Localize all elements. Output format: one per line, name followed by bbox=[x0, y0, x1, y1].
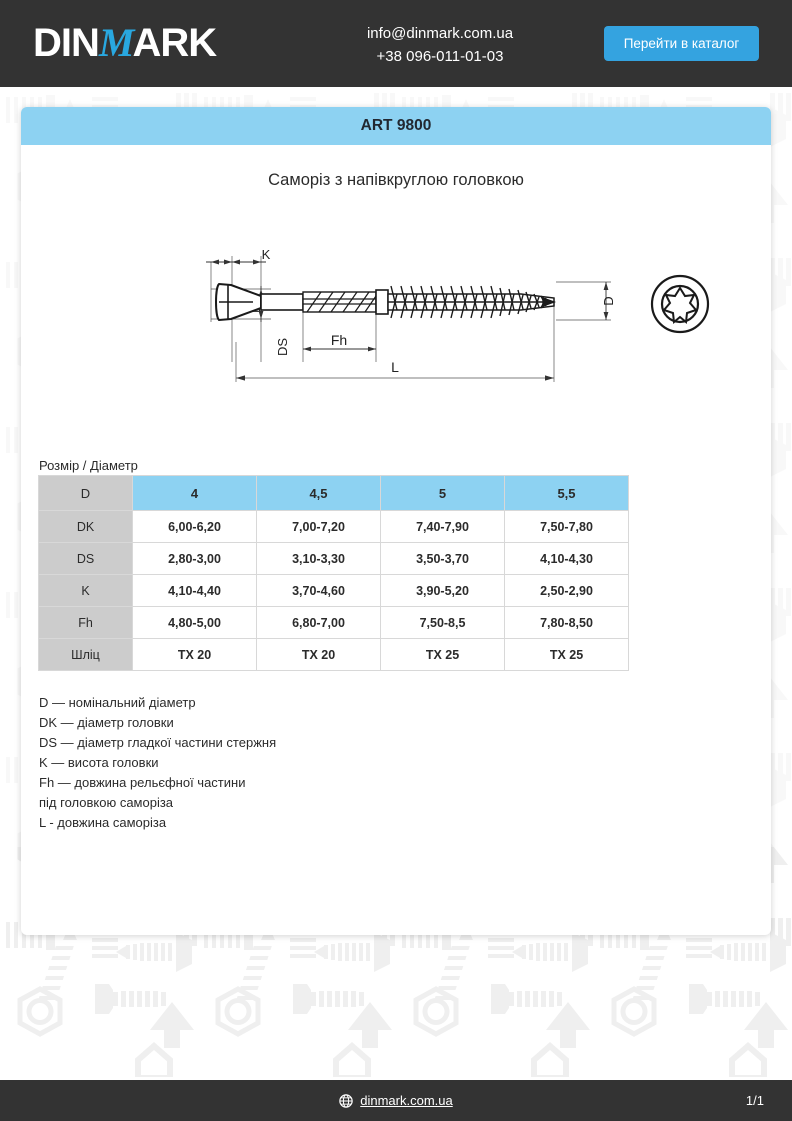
dim-label-fh: Fh bbox=[330, 332, 348, 348]
cell-fh-55: 7,80-8,50 bbox=[505, 607, 629, 639]
row-label-k: K bbox=[39, 575, 133, 607]
legend-line-l: L - довжина саморіза bbox=[39, 815, 167, 830]
row-label-fh: Fh bbox=[39, 607, 133, 639]
col-header-45: 4,5 bbox=[257, 476, 381, 511]
site-footer bbox=[0, 1080, 792, 1121]
logo-text-accent: M bbox=[98, 20, 133, 65]
cell-k-55: 2,50-2,90 bbox=[505, 575, 629, 607]
torx-star-icon bbox=[652, 276, 708, 332]
cell-ds-55: 4,10-4,30 bbox=[505, 543, 629, 575]
dim-label-ds: DS bbox=[275, 337, 290, 357]
technical-drawing bbox=[21, 242, 771, 402]
article-header bbox=[21, 107, 771, 145]
cell-shlits-45: TX 20 bbox=[257, 639, 381, 671]
globe-icon bbox=[339, 1094, 353, 1108]
cell-dk-5: 7,40-7,90 bbox=[381, 511, 505, 543]
col-header-55: 5,5 bbox=[505, 476, 629, 511]
dim-label-k: K bbox=[261, 247, 271, 262]
cell-shlits-5: TX 25 bbox=[381, 639, 505, 671]
cell-dk-45: 7,00-7,20 bbox=[257, 511, 381, 543]
legend-block bbox=[39, 693, 276, 833]
cell-ds-4: 2,80-3,00 bbox=[133, 543, 257, 575]
legend-line-fh-cont: під головкою саморіза bbox=[39, 795, 174, 810]
cell-dk-55: 7,50-7,80 bbox=[505, 511, 629, 543]
dim-label-l: L bbox=[391, 359, 399, 375]
cell-dk-4: 6,00-6,20 bbox=[133, 511, 257, 543]
cell-fh-45: 6,80-7,00 bbox=[257, 607, 381, 639]
footer-site-link-group[interactable] bbox=[0, 1080, 792, 1121]
col-header-d: D bbox=[39, 476, 133, 511]
logo-text-suffix: ARK bbox=[132, 21, 217, 65]
brand-logo[interactable] bbox=[33, 22, 216, 64]
cell-k-5: 3,90-5,20 bbox=[381, 575, 505, 607]
table-caption: Розмір / Діаметр bbox=[39, 458, 138, 473]
cell-fh-5: 7,50-8,5 bbox=[381, 607, 505, 639]
dim-label-d: D bbox=[601, 296, 616, 306]
logo-text-prefix: DIN bbox=[33, 21, 99, 65]
legend-line-k: K — висота головки bbox=[39, 755, 159, 770]
table-row bbox=[39, 543, 629, 575]
cell-ds-5: 3,50-3,70 bbox=[381, 543, 505, 575]
cell-fh-4: 4,80-5,00 bbox=[133, 607, 257, 639]
cell-k-4: 4,10-4,40 bbox=[133, 575, 257, 607]
contact-phone[interactable]: +38 096-011-01-03 bbox=[376, 48, 504, 65]
legend-line-ds: DS — діаметр гладкої частини стержня bbox=[39, 735, 277, 750]
site-header bbox=[0, 0, 792, 87]
page-indicator: 1/1 bbox=[745, 1093, 764, 1108]
legend-line-d: D — номінальний діаметр bbox=[39, 695, 196, 710]
legend-line-dk: DK — діаметр головки bbox=[39, 715, 174, 730]
article-number: ART 9800 bbox=[360, 117, 432, 134]
contact-email[interactable]: info@dinmark.com.ua bbox=[366, 25, 514, 42]
col-header-4: 4 bbox=[133, 476, 257, 511]
header-contacts bbox=[340, 22, 540, 68]
row-label-ds: DS bbox=[39, 543, 133, 575]
cell-ds-45: 3,10-3,30 bbox=[257, 543, 381, 575]
table-row bbox=[39, 607, 629, 639]
specification-table bbox=[38, 475, 629, 671]
footer-site-link[interactable]: dinmark.com.ua bbox=[360, 1093, 453, 1108]
col-header-5: 5 bbox=[381, 476, 505, 511]
table-row bbox=[39, 639, 629, 671]
table-row bbox=[39, 511, 629, 543]
go-to-catalog-button[interactable]: Перейти в каталог bbox=[604, 26, 759, 61]
product-title: Саморіз з напівкруглою головкою bbox=[268, 171, 524, 189]
legend-line-fh: Fh — довжина рельєфної частини bbox=[39, 775, 246, 790]
cell-k-45: 3,70-4,60 bbox=[257, 575, 381, 607]
cell-shlits-4: TX 20 bbox=[133, 639, 257, 671]
table-row bbox=[39, 575, 629, 607]
cell-shlits-55: TX 25 bbox=[505, 639, 629, 671]
row-label-shlits: Шліц bbox=[39, 639, 133, 671]
product-card bbox=[21, 107, 771, 935]
table-header-row bbox=[39, 476, 629, 511]
row-label-dk: DK bbox=[39, 511, 133, 543]
